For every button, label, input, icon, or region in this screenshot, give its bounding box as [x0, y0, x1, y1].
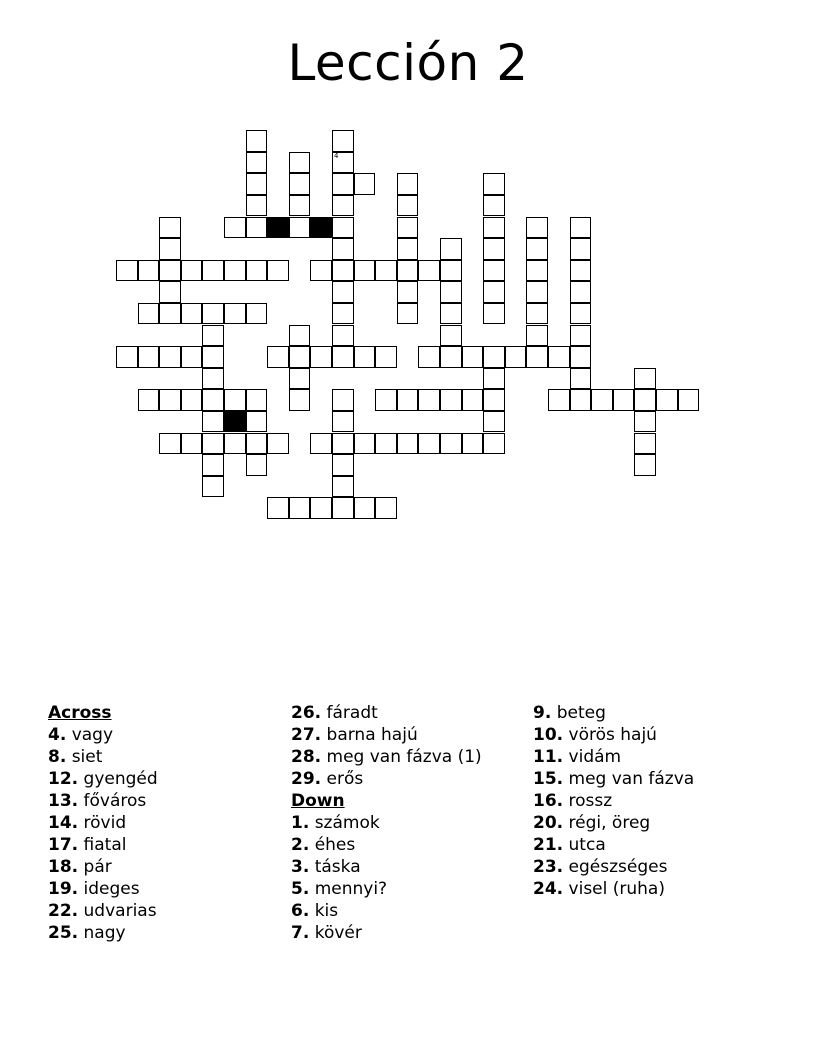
clue-number-label: 13.	[48, 791, 79, 811]
grid-cell[interactable]	[354, 497, 376, 519]
grid-cell[interactable]	[159, 217, 181, 239]
clue-number-label: 15.	[533, 769, 564, 789]
crossword-grid	[0, 0, 816, 520]
clue-text: rövid	[83, 813, 127, 833]
grid-cell[interactable]	[181, 346, 203, 368]
grid-cell[interactable]	[418, 433, 440, 455]
grid-cell[interactable]	[570, 303, 592, 325]
grid-cell[interactable]	[375, 260, 397, 282]
clue-text: barna hajú	[326, 725, 418, 745]
grid-cell[interactable]	[570, 281, 592, 303]
clue-number-label: 28.	[291, 747, 322, 767]
clue-text: régi, öreg	[568, 813, 651, 833]
clue-text: számok	[314, 813, 380, 833]
clue-item	[533, 724, 694, 746]
grid-cell[interactable]	[483, 433, 505, 455]
grid-cell[interactable]	[440, 325, 462, 347]
clue-text: rossz	[568, 791, 613, 811]
grid-cell[interactable]	[332, 130, 354, 152]
grid-cell[interactable]	[202, 411, 224, 433]
clue-number-label: 20.	[533, 813, 564, 833]
clue-item	[533, 878, 694, 900]
grid-cell[interactable]	[181, 389, 203, 411]
grid-cell[interactable]	[483, 238, 505, 260]
grid-cell[interactable]	[224, 217, 246, 239]
clue-number-label: 18.	[48, 857, 79, 877]
grid-cell[interactable]	[440, 389, 462, 411]
clue-text: főváros	[83, 791, 147, 811]
grid-cell[interactable]	[634, 411, 656, 433]
clue-item	[48, 790, 158, 812]
grid-cell[interactable]	[246, 433, 268, 455]
grid-cell[interactable]	[418, 346, 440, 368]
grid-cell[interactable]	[138, 260, 160, 282]
black-square	[224, 411, 246, 433]
grid-cell[interactable]	[159, 389, 181, 411]
grid-cell[interactable]	[375, 346, 397, 368]
grid-cell[interactable]	[202, 260, 224, 282]
clue-number-label: 9.	[533, 703, 552, 723]
clue-item	[48, 768, 158, 790]
grid-cell[interactable]	[354, 433, 376, 455]
clue-number-label: 25.	[48, 923, 79, 943]
grid-cell[interactable]	[202, 389, 224, 411]
grid-cell[interactable]	[310, 346, 332, 368]
grid-cell[interactable]	[138, 389, 160, 411]
clue-item	[48, 922, 158, 944]
grid-cell[interactable]	[116, 260, 138, 282]
clue-number-label: 21.	[533, 835, 564, 855]
clue-text: udvarias	[83, 901, 157, 921]
grid-cell[interactable]	[397, 173, 419, 195]
clues-column-3	[533, 702, 694, 900]
clue-item	[533, 790, 694, 812]
grid-cell[interactable]	[310, 433, 332, 455]
clue-item	[533, 856, 694, 878]
grid-cell[interactable]	[332, 346, 354, 368]
clue-text: fiatal	[83, 835, 127, 855]
grid-cell[interactable]	[375, 389, 397, 411]
grid-cell[interactable]	[678, 389, 700, 411]
clue-number-label: 27.	[291, 725, 322, 745]
grid-cell[interactable]	[440, 303, 462, 325]
grid-cell[interactable]	[483, 173, 505, 195]
clue-number-label: 11.	[533, 747, 564, 767]
clue-text: gyengéd	[83, 769, 158, 789]
grid-cell[interactable]	[246, 260, 268, 282]
clue-item	[291, 812, 482, 834]
grid-cell[interactable]	[483, 303, 505, 325]
grid-cell[interactable]	[159, 260, 181, 282]
clue-text: vagy	[71, 725, 114, 745]
grid-cell[interactable]	[181, 433, 203, 455]
grid-cell[interactable]	[267, 497, 289, 519]
grid-cell[interactable]	[332, 260, 354, 282]
grid-cell[interactable]	[483, 260, 505, 282]
clue-text: utca	[568, 835, 606, 855]
grid-cell[interactable]	[202, 303, 224, 325]
grid-cell[interactable]	[570, 325, 592, 347]
grid-cell[interactable]	[289, 152, 311, 174]
grid-cell[interactable]	[397, 217, 419, 239]
grid-cell[interactable]	[310, 260, 332, 282]
grid-cell[interactable]	[354, 346, 376, 368]
clue-number-label: 8.	[48, 747, 67, 767]
clue-item	[291, 878, 482, 900]
across-heading: Across	[48, 703, 112, 723]
grid-cell[interactable]	[548, 346, 570, 368]
grid-cell[interactable]	[634, 454, 656, 476]
grid-cell[interactable]	[310, 497, 332, 519]
grid-cell[interactable]	[246, 217, 268, 239]
black-square	[267, 217, 289, 239]
grid-cell[interactable]	[289, 195, 311, 217]
grid-cell[interactable]	[246, 454, 268, 476]
clue-item	[48, 812, 158, 834]
grid-cell[interactable]	[332, 173, 354, 195]
grid-cell[interactable]	[246, 195, 268, 217]
clue-item	[291, 702, 482, 724]
clue-item	[533, 702, 694, 724]
clue-number-label: 10.	[533, 725, 564, 745]
grid-cell[interactable]	[548, 389, 570, 411]
grid-cell[interactable]	[656, 389, 678, 411]
grid-cell[interactable]	[526, 303, 548, 325]
grid-cell[interactable]	[483, 346, 505, 368]
grid-cell[interactable]	[202, 368, 224, 390]
grid-cell[interactable]	[440, 238, 462, 260]
clue-item	[291, 768, 482, 790]
grid-cell[interactable]	[375, 497, 397, 519]
grid-cell[interactable]	[202, 325, 224, 347]
clue-text: egészséges	[568, 857, 668, 877]
grid-cell[interactable]	[354, 173, 376, 195]
clue-item	[533, 746, 694, 768]
grid-cell[interactable]	[418, 260, 440, 282]
grid-cell[interactable]	[418, 389, 440, 411]
grid-cell[interactable]	[267, 433, 289, 455]
grid-cell[interactable]	[483, 368, 505, 390]
clue-number-label: 7.	[291, 923, 310, 943]
grid-cell[interactable]	[289, 217, 311, 239]
clue-number-label: 12.	[48, 769, 79, 789]
grid-cell[interactable]	[202, 476, 224, 498]
clue-number-label: 17.	[48, 835, 79, 855]
grid-cell[interactable]	[332, 281, 354, 303]
clue-number: 4	[334, 151, 339, 160]
clue-item	[291, 724, 482, 746]
grid-cell[interactable]	[397, 303, 419, 325]
clues-column-2	[291, 702, 482, 944]
grid-cell[interactable]	[224, 433, 246, 455]
grid-cell[interactable]	[332, 389, 354, 411]
clue-text: visel (ruha)	[568, 879, 665, 899]
grid-cell[interactable]	[138, 346, 160, 368]
grid-cell[interactable]	[332, 497, 354, 519]
grid-cell[interactable]	[462, 433, 484, 455]
grid-cell[interactable]	[505, 346, 527, 368]
grid-cell[interactable]	[483, 389, 505, 411]
grid-cell[interactable]	[354, 260, 376, 282]
grid-cell[interactable]	[246, 389, 268, 411]
grid-cell[interactable]	[397, 389, 419, 411]
grid-cell[interactable]	[246, 411, 268, 433]
clue-number-label: 19.	[48, 879, 79, 899]
grid-cell[interactable]	[440, 433, 462, 455]
clue-text: erős	[326, 769, 364, 789]
grid-cell[interactable]	[159, 281, 181, 303]
grid-cell[interactable]	[570, 346, 592, 368]
grid-cell[interactable]	[289, 368, 311, 390]
clue-item	[48, 856, 158, 878]
clue-item	[291, 922, 482, 944]
clue-text: éhes	[314, 835, 356, 855]
grid-cell[interactable]	[526, 281, 548, 303]
clue-text: kövér	[314, 923, 362, 943]
grid-cell[interactable]	[570, 217, 592, 239]
clue-number-label: 16.	[533, 791, 564, 811]
grid-cell[interactable]	[332, 411, 354, 433]
grid-cell[interactable]	[159, 433, 181, 455]
grid-cell[interactable]	[224, 303, 246, 325]
clue-number-label: 24.	[533, 879, 564, 899]
page-title: Lección 2	[287, 34, 529, 92]
grid-cell[interactable]	[332, 195, 354, 217]
clue-text: meg van fázva	[568, 769, 695, 789]
grid-cell[interactable]	[570, 368, 592, 390]
clue-number-label: 26.	[291, 703, 322, 723]
down-heading: Down	[291, 791, 345, 811]
grid-cell[interactable]	[397, 260, 419, 282]
grid-cell[interactable]	[246, 130, 268, 152]
grid-cell[interactable]	[224, 389, 246, 411]
grid-cell[interactable]	[462, 389, 484, 411]
clue-item	[291, 834, 482, 856]
grid-cell[interactable]	[332, 303, 354, 325]
grid-cell[interactable]	[267, 346, 289, 368]
clue-text: kis	[314, 901, 339, 921]
clue-text: fáradt	[326, 703, 378, 723]
grid-cell[interactable]	[202, 454, 224, 476]
grid-cell[interactable]	[397, 195, 419, 217]
grid-cell[interactable]	[289, 346, 311, 368]
clue-item	[291, 746, 482, 768]
grid-cell[interactable]	[159, 303, 181, 325]
clue-item	[533, 812, 694, 834]
grid-cell[interactable]	[332, 454, 354, 476]
clue-number-label: 22.	[48, 901, 79, 921]
clue-text: vörös hajú	[568, 725, 657, 745]
grid-cell[interactable]	[570, 238, 592, 260]
grid-cell[interactable]	[289, 325, 311, 347]
grid-cell[interactable]	[138, 303, 160, 325]
grid-cell[interactable]	[375, 433, 397, 455]
grid-cell[interactable]	[116, 346, 138, 368]
grid-cell[interactable]	[397, 238, 419, 260]
grid-cell[interactable]	[224, 260, 246, 282]
grid-cell[interactable]	[483, 281, 505, 303]
grid-cell[interactable]	[440, 260, 462, 282]
black-square	[310, 217, 332, 239]
clue-item	[533, 768, 694, 790]
grid-cell[interactable]	[397, 433, 419, 455]
grid-cell[interactable]	[202, 433, 224, 455]
grid-cell[interactable]	[159, 346, 181, 368]
clue-text: ideges	[83, 879, 140, 899]
clue-item	[48, 746, 158, 768]
clue-item	[48, 724, 158, 746]
clue-text: siet	[71, 747, 103, 767]
grid-cell[interactable]	[634, 368, 656, 390]
clue-number-label: 29.	[291, 769, 322, 789]
grid-cell[interactable]	[526, 217, 548, 239]
grid-cell[interactable]	[289, 389, 311, 411]
clue-number-label: 5.	[291, 879, 310, 899]
grid-cell[interactable]	[246, 152, 268, 174]
grid-cell[interactable]	[462, 346, 484, 368]
clue-number-label: 6.	[291, 901, 310, 921]
grid-cell[interactable]	[246, 173, 268, 195]
grid-cell[interactable]	[483, 195, 505, 217]
grid-cell[interactable]	[570, 260, 592, 282]
grid-cell[interactable]	[202, 346, 224, 368]
grid-cell[interactable]	[526, 346, 548, 368]
clue-number-label: 1.	[291, 813, 310, 833]
grid-cell[interactable]	[332, 152, 354, 174]
grid-cell[interactable]	[591, 389, 613, 411]
clue-number-label: 3.	[291, 857, 310, 877]
clue-text: meg van fázva (1)	[326, 747, 482, 767]
grid-cell[interactable]	[289, 497, 311, 519]
clue-item	[291, 856, 482, 878]
grid-cell[interactable]	[332, 433, 354, 455]
grid-cell[interactable]	[332, 217, 354, 239]
grid-cell[interactable]	[332, 325, 354, 347]
grid-cell[interactable]	[289, 173, 311, 195]
clue-number-label: 23.	[533, 857, 564, 877]
grid-cell[interactable]	[526, 260, 548, 282]
grid-cell[interactable]	[181, 260, 203, 282]
grid-cell[interactable]	[483, 217, 505, 239]
grid-cell[interactable]	[246, 303, 268, 325]
clue-number-label: 4.	[48, 725, 67, 745]
clue-text: pár	[83, 857, 112, 877]
clue-text: beteg	[556, 703, 606, 723]
grid-cell[interactable]	[440, 281, 462, 303]
grid-cell[interactable]	[526, 325, 548, 347]
clue-text: nagy	[83, 923, 126, 943]
clue-item	[48, 878, 158, 900]
grid-cell[interactable]	[181, 303, 203, 325]
clues-column-1	[48, 702, 158, 944]
grid-cell[interactable]	[397, 281, 419, 303]
grid-cell[interactable]	[332, 476, 354, 498]
clue-number-label: 14.	[48, 813, 79, 833]
clue-text: mennyi?	[314, 879, 388, 899]
grid-cell[interactable]	[332, 238, 354, 260]
grid-cell[interactable]	[440, 346, 462, 368]
clue-item	[48, 834, 158, 856]
grid-cell[interactable]	[570, 389, 592, 411]
clue-number-label: 2.	[291, 835, 310, 855]
grid-cell[interactable]	[267, 260, 289, 282]
grid-cell[interactable]	[159, 238, 181, 260]
clue-item	[48, 900, 158, 922]
grid-cell[interactable]	[526, 238, 548, 260]
clue-item	[291, 900, 482, 922]
grid-cell[interactable]	[634, 433, 656, 455]
grid-cell[interactable]	[634, 389, 656, 411]
clue-text: táska	[314, 857, 361, 877]
grid-cell[interactable]	[613, 389, 635, 411]
clue-item	[533, 834, 694, 856]
grid-cell[interactable]	[483, 411, 505, 433]
clue-text: vidám	[568, 747, 622, 767]
